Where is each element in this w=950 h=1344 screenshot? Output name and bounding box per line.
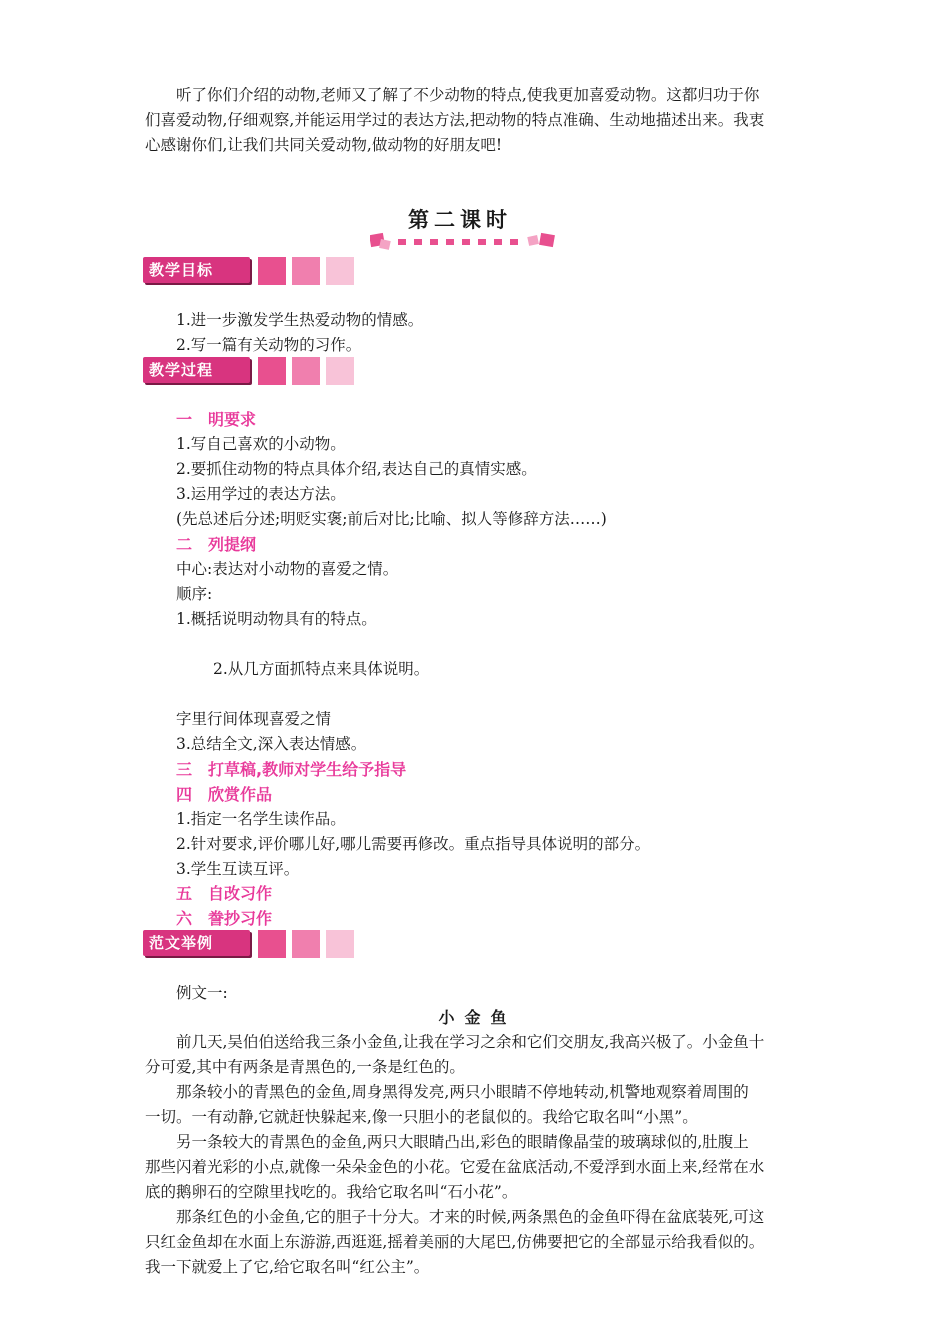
essay-line-4: 一切。一有动静,它就赶快躲起来,像一只胆小的老鼠似的。我给它取名叫“小黑”。: [145, 1108, 698, 1126]
process-s4-item-1: 1.指定一名学生读作品。: [176, 810, 346, 828]
example-label: 例文一:: [176, 984, 228, 1002]
outline-item-2: 2.从几方面抓特点来具体说明。: [213, 660, 430, 678]
essay-line-8: 那条红色的小金鱼,它的胆子十分大。才来的时候,两条黑色的金鱼吓得在盆底装死,可这: [176, 1208, 765, 1226]
essay-line-1: 前几天,吴伯伯送给我三条小金鱼,让我在学习之余和它们交朋友,我高兴极了。小金鱼十: [176, 1033, 765, 1051]
process-step-2: 二 列提纲: [176, 535, 257, 554]
process-step-5: 五 自改习作: [176, 884, 273, 903]
process-step-4: 四 欣赏作品: [176, 785, 273, 804]
intro-line-1: 听了你们介绍的动物,老师又了解了不少动物的特点,使我更加喜爱动物。这都归功于你: [176, 86, 760, 104]
process-s4-item-2: 2.针对要求,评价哪儿好,哪儿需要再修改。重点指导具体说明的部分。: [176, 835, 651, 853]
intro-line-3: 心感谢你们,让我们共同关爱动物,做动物的好朋友吧!: [145, 136, 503, 154]
process-s4-item-3: 3.学生互读互评。: [176, 860, 300, 878]
process-s1-item-2: 2.要抓住动物的特点具体介绍,表达自己的真情实感。: [176, 460, 537, 478]
essay-line-3: 那条较小的青黑色的金鱼,周身黑得发亮,两只小眼睛不停地转动,机警地观察着周围的: [176, 1083, 749, 1101]
section-label-process: 教学过程: [149, 361, 214, 379]
goal-item-2: 2.写一篇有关动物的习作。: [176, 336, 362, 354]
process-s1-item-1: 1.写自己喜欢的小动物。: [176, 435, 346, 453]
outline-center: 中心:表达对小动物的喜爱之情。: [176, 560, 399, 578]
outline-item-3: 3.总结全文,深入表达情感。: [176, 735, 367, 753]
section-label-example: 范文举例: [149, 934, 214, 952]
essay-line-7: 底的鹅卵石的空隙里找吃的。我给它取名叫“石小花”。: [145, 1183, 518, 1201]
intro-line-2: 们喜爱动物,仔细观察,并能运用学过的表达方法,把动物的特点准确、生动地描述出来。我衷: [145, 111, 765, 129]
section-header-process: [143, 357, 353, 385]
lesson-title-block: [360, 198, 560, 258]
essay-line-6: 那些闪着光彩的小点,就像一朵朵金色的小花。它爱在盆底活动,不爱浮到水面上来,经常在水: [145, 1158, 765, 1176]
process-step-6: 六 誊抄习作: [176, 909, 273, 928]
outline-order: 顺序:: [176, 585, 213, 603]
section-header-goals: [143, 257, 353, 285]
essay-line-9: 只红金鱼却在水面上东游游,西逛逛,摇着美丽的大尾巴,仿佛要把它的全部显示给我看似的。: [145, 1233, 765, 1251]
title-decoration-icon: [370, 232, 560, 252]
essay-line-5: 另一条较大的青黑色的金鱼,两只大眼睛凸出,彩色的眼睛像晶莹的玻璃球似的,肚腹上: [176, 1133, 749, 1151]
goal-item-1: 1.进一步激发学生热爱动物的情感。: [176, 311, 424, 329]
section-header-example: [143, 930, 353, 958]
essay-line-2: 分可爱,其中有两条是青黑色的,一条是红色的。: [145, 1058, 465, 1076]
outline-note: 字里行间体现喜爱之情: [176, 710, 332, 728]
section-label-goals: 教学目标: [149, 261, 214, 279]
essay-line-10: 我一下就爱上了它,给它取名叫“红公主”。: [145, 1258, 430, 1276]
process-step-1: 一 明要求: [176, 410, 257, 429]
process-s1-item-3: 3.运用学过的表达方法。: [176, 485, 346, 503]
outline-item-1: 1.概括说明动物具有的特点。: [176, 610, 377, 628]
process-step-3: 三 打草稿,教师对学生给予指导: [176, 760, 407, 779]
essay-title: 小金鱼: [438, 1008, 517, 1027]
process-s1-item-4: (先总述后分述;明贬实褒;前后对比;比喻、拟人等修辞方法……): [176, 510, 607, 528]
lesson-title: 第二课时: [408, 208, 512, 232]
